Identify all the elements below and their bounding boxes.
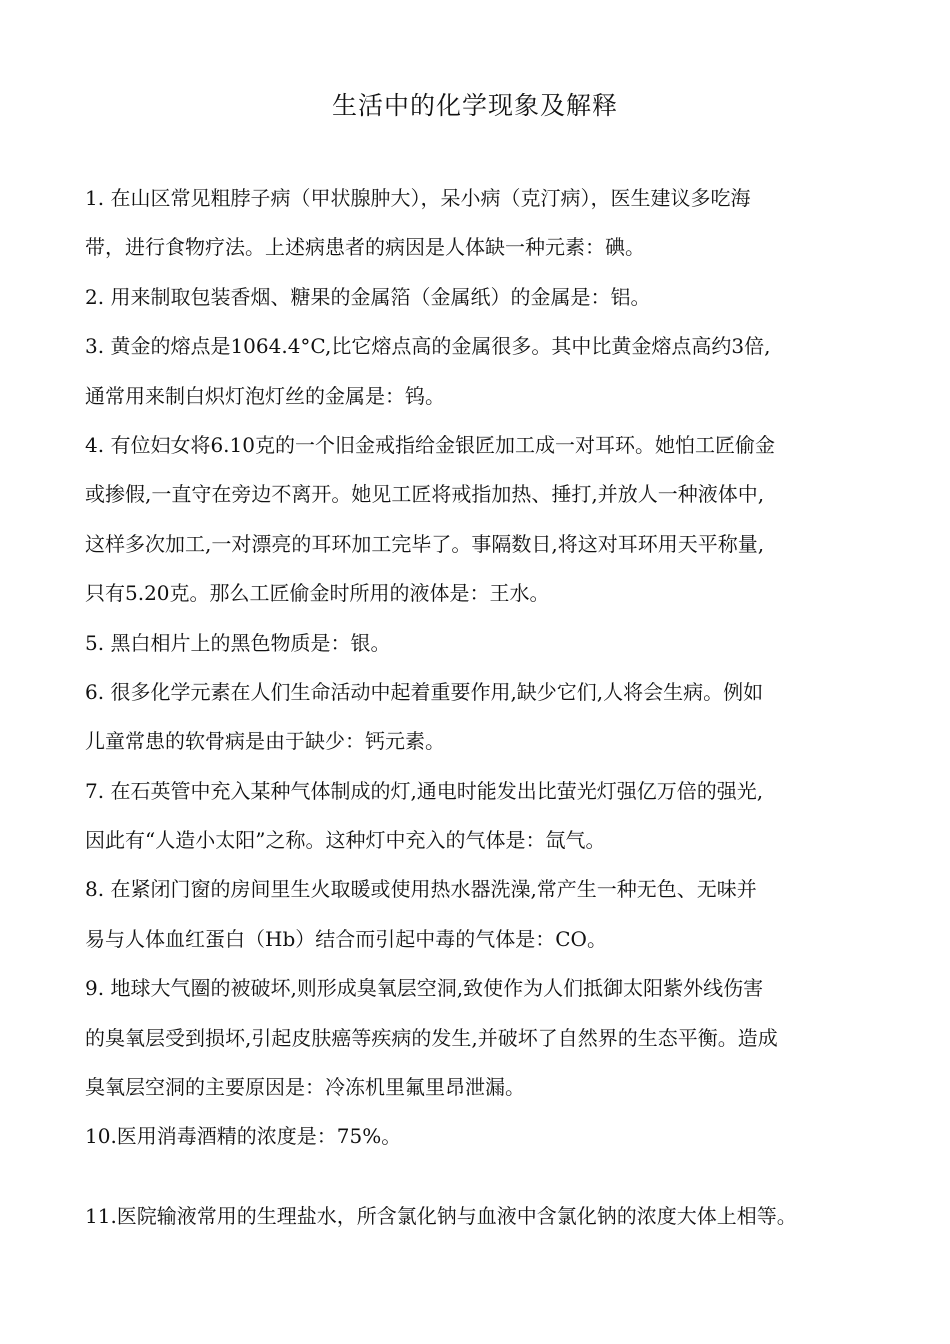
q6-line-1: 6. 很多化学元素在人们生命活动中起着重要作用,缺少它们,人将会生病。例如	[85, 679, 764, 704]
q7-line-1: 7. 在石英管中充入某种气体制成的灯,通电时能发出比萤光灯强亿万倍的强光,	[85, 778, 764, 803]
q9-line-3: 臭氧层空洞的主要原因是：冷冻机里氟里昂泄漏。	[85, 1075, 525, 1100]
page-title: 生活中的化学现象及解释	[331, 91, 618, 120]
q7-line-2: 因此有“人造小太阳”之称。这种灯中充入的气体是：氙气。	[85, 828, 606, 853]
q8-line-2: 易与人体血红蛋白（Hb）结合而引起中毒的气体是：CO。	[85, 926, 607, 951]
qa-list	[85, 186, 875, 1254]
q6-line-2: 儿童常患的软骨病是由于缺少：钙元素。	[85, 729, 445, 754]
q9-line-1: 9. 地球大气圈的被破坏,则形成臭氧层空洞,致使作为人们抵御太阳紫外线伤害	[85, 976, 764, 1001]
q8-line-1: 8. 在紧闭门窗的房间里生火取暖或使用热水器洗澡,常产生一种无色、无味并	[85, 877, 757, 902]
q10-line-1: 10.医用消毒酒精的浓度是：75%。	[85, 1124, 402, 1149]
q1-line-1: 1. 在山区常见粗脖子病（甲状腺肿大），呆小病（克汀病），医生建议多吃海	[85, 186, 751, 210]
q4-line-3: 这样多次加工,一对漂亮的耳环加工完毕了。事隔数日,将这对耳环用天平称量,	[85, 531, 765, 556]
q4-line-1: 4. 有位妇女将6.10克的一个旧金戒指给金银匠加工成一对耳环。她怕工匠偷金	[85, 432, 775, 457]
q11-line-1: 11.医院输液常用的生理盐水，所含氯化钠与血液中含氯化钠的浓度大体上相等。	[85, 1204, 797, 1229]
q3-line-2: 通常用来制白炽灯泡灯丝的金属是：钨。	[85, 383, 445, 408]
q1-line-2: 带，进行食物疗法。上述病患者的病因是人体缺一种元素：碘。	[85, 235, 645, 260]
q4-line-2: 或掺假,一直守在旁边不离开。她见工匠将戒指加热、捶打,并放人一种液体中,	[85, 482, 765, 507]
q9-line-2: 的臭氧层受到损坏,引起皮肤癌等疾病的发生,并破坏了自然界的生态平衡。造成	[85, 1025, 778, 1050]
q2-line-1: 2. 用来制取包装香烟、糖果的金属箔（金属纸）的金属是：铝。	[85, 284, 651, 309]
q3-line-1: 3. 黄金的熔点是1064.4°C,比它熔点高的金属很多。其中比黄金熔点高约3倍,	[85, 334, 771, 359]
q5-line-1: 5. 黑白相片上的黑色物质是：银。	[85, 630, 391, 655]
q4-line-4: 只有5.20克。那么工匠偷金时所用的液体是：王水。	[85, 581, 550, 606]
